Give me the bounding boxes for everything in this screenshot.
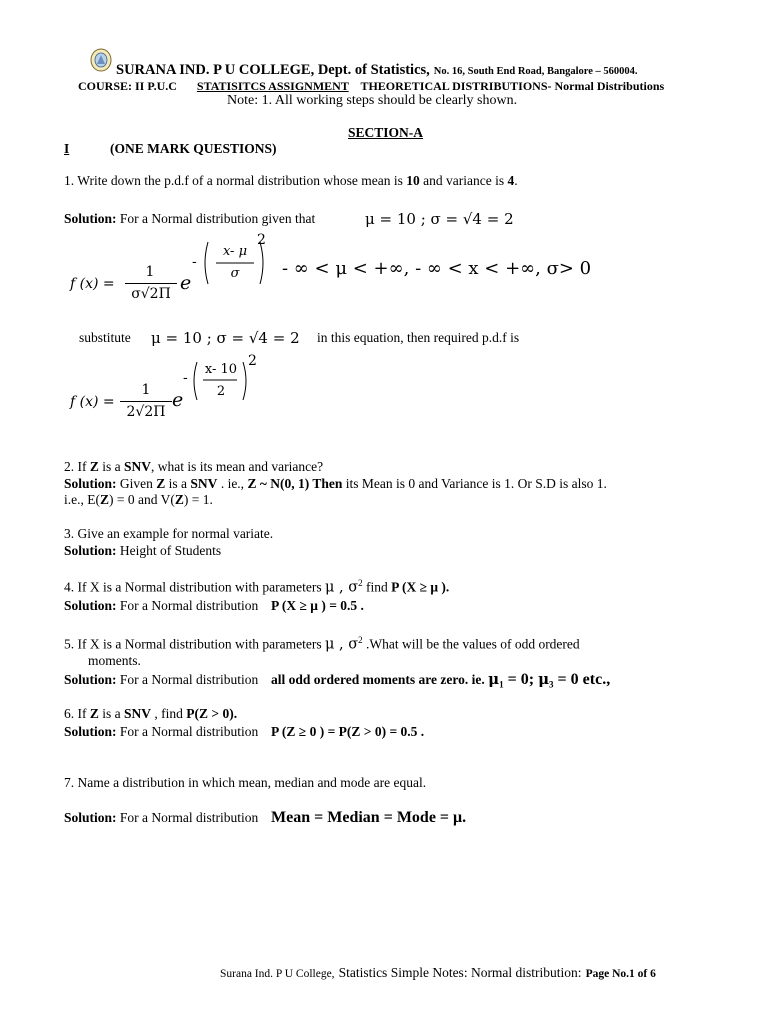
q3-solution-text: Height of Students bbox=[119, 543, 222, 558]
q7-question: 7. Name a distribution in which mean, median and mode are equal. bbox=[64, 775, 427, 790]
q5-text: .What will be the values of odd ordered bbox=[362, 636, 580, 652]
topic-label: THEORETICAL DISTRIBUTIONS- Normal Distributions bbox=[360, 79, 665, 93]
q6-probability: P(Z > 0). bbox=[186, 706, 238, 721]
formula1-denominator: σ√2Π bbox=[131, 286, 171, 302]
q5-parameters: μ , σ bbox=[324, 636, 359, 653]
q7-solution-line bbox=[64, 809, 466, 827]
q6-solution-text: For a Normal distribution bbox=[119, 724, 259, 739]
q4-question bbox=[64, 578, 449, 596]
q4-superscript: 2 bbox=[358, 578, 363, 588]
q5-question bbox=[64, 635, 580, 653]
q2-text: ) = 1. bbox=[183, 492, 213, 507]
formula1-domain: - ∞ < μ < +∞, - ∞ < x < +∞, σ> 0 bbox=[282, 258, 592, 279]
college-address: No. 16, South End Road, Bangalore – 560004. bbox=[433, 66, 638, 77]
formula1-e: e bbox=[180, 272, 192, 294]
course-label: COURSE: II P.U.C bbox=[78, 79, 177, 93]
q3-solution-line bbox=[64, 543, 221, 559]
q2-z: Z bbox=[174, 492, 184, 507]
q1-text: and variance is bbox=[419, 173, 508, 188]
q2-z: Z bbox=[100, 492, 110, 507]
assignment-label: STATISITCS ASSIGNMENT bbox=[196, 79, 349, 93]
q5-mu1-value: = 0; bbox=[503, 671, 539, 688]
formula2-square: 2 bbox=[248, 353, 257, 369]
formula1-minus: - bbox=[192, 254, 197, 270]
q2-solution-distribution: Z ~ N(0, 1) Then bbox=[247, 476, 343, 491]
formula2-fraction-bar bbox=[120, 401, 172, 402]
q2-solution-snv: SNV bbox=[190, 476, 218, 491]
college-emblem-icon bbox=[90, 48, 112, 72]
section-subtitle: (ONE MARK QUESTIONS) bbox=[110, 141, 277, 156]
formula1-square: 2 bbox=[257, 232, 266, 248]
q6-z: Z bbox=[89, 706, 99, 721]
footer-notes-title: Statistics Simple Notes: Normal distribution: bbox=[338, 965, 582, 980]
q1-substitute-values: μ = 10 ; σ = √4 = 2 bbox=[151, 329, 300, 347]
assignment-note: Note: 1. All working steps should be clearly shown. bbox=[227, 93, 518, 108]
q3-question: 3. Give an example for normal variate. bbox=[64, 526, 274, 541]
section-roman: I bbox=[64, 141, 70, 156]
formula2-minus: - bbox=[183, 370, 188, 386]
q5-solution-line bbox=[64, 670, 610, 690]
q1-variance-value: 4 bbox=[507, 173, 515, 188]
q4-text: 4. If X is a Normal distribution with parameters bbox=[64, 579, 325, 595]
formula1-fx: f (x) = bbox=[70, 276, 115, 292]
q5-mu3-value: = 0 etc., bbox=[553, 671, 611, 688]
q1-substitute-label: substitute bbox=[79, 330, 131, 345]
q2-solution-line bbox=[64, 476, 607, 492]
formula2-denominator: 2√2Π bbox=[126, 404, 166, 420]
q5-question-line-2: moments. bbox=[88, 653, 141, 668]
formula1-numerator: 1 bbox=[145, 264, 155, 280]
footer-page-number: Page No.1 of 6 bbox=[585, 968, 656, 980]
q5-mu3-sub: 3 bbox=[549, 679, 554, 690]
q6-question bbox=[64, 706, 237, 722]
formula2-fx: f (x) = bbox=[70, 394, 115, 410]
solution-label: Solution: bbox=[64, 543, 117, 558]
formula2-numerator: 1 bbox=[141, 382, 151, 398]
q6-text: is a bbox=[98, 706, 125, 721]
q1-solution-text: For a Normal distribution given that bbox=[119, 211, 316, 226]
q2-solution-line-2 bbox=[64, 492, 213, 508]
solution-label: Solution: bbox=[64, 598, 117, 613]
q4-probability: P (X ≥ μ ). bbox=[391, 579, 450, 595]
q4-text: find bbox=[362, 579, 392, 595]
page-footer bbox=[220, 964, 656, 982]
q2-solution-text: its Mean is 0 and Variance is 1. Or S.D is also 1. bbox=[342, 476, 607, 491]
q2-solution-text: is a bbox=[165, 476, 191, 491]
q4-solution-answer: P (X ≥ μ ) = 0.5 . bbox=[271, 598, 364, 613]
q5-solution-answer: all odd ordered moments are zero. ie. bbox=[271, 672, 489, 687]
q5-text: 5. If X is a Normal distribution with parameters bbox=[64, 636, 325, 652]
q6-solution-answer: P (Z ≥ 0 ) = P(Z > 0) = 0.5 . bbox=[271, 724, 425, 739]
q1-solution-line bbox=[64, 211, 315, 227]
formula1-exp-denominator: σ bbox=[230, 266, 240, 281]
solution-label: Solution: bbox=[64, 672, 117, 687]
q1-question bbox=[64, 173, 518, 189]
formula2-exp-denominator: 2 bbox=[216, 384, 226, 399]
solution-label: Solution: bbox=[64, 476, 117, 491]
q7-solution-answer: Mean = Median = Mode = μ. bbox=[271, 809, 467, 826]
formula2-e: e bbox=[172, 389, 184, 411]
q1-text: 1. Write down the p.d.f of a normal distribution whose mean is bbox=[64, 173, 407, 188]
q5-solution-text: For a Normal distribution bbox=[119, 672, 259, 687]
section-subheading bbox=[64, 141, 299, 157]
q2-question bbox=[64, 459, 323, 475]
footer-college: Surana Ind. P U College, bbox=[220, 968, 335, 980]
q2-solution-text: Given bbox=[119, 476, 157, 491]
q2-text: , what is its mean and variance? bbox=[151, 459, 324, 474]
solution-label: Solution: bbox=[64, 810, 117, 825]
header-line-2 bbox=[78, 79, 664, 94]
solution-label: Solution: bbox=[64, 724, 117, 739]
q6-text: 6. If bbox=[64, 706, 90, 721]
q1-mean-value: 10 bbox=[406, 173, 420, 188]
q6-text: , find bbox=[151, 706, 187, 721]
q1-substitute-text: in this equation, then required p.d.f is bbox=[317, 330, 520, 345]
q5-mu1: μ bbox=[488, 670, 500, 688]
q1-given-values: μ = 10 ; σ = √4 = 2 bbox=[365, 210, 514, 228]
q2-z: Z bbox=[89, 459, 99, 474]
q1-text: . bbox=[514, 173, 518, 188]
q2-solution-z: Z bbox=[156, 476, 166, 491]
college-name: SURANA IND. P U COLLEGE, Dept. of Statistics, bbox=[116, 62, 430, 78]
q2-text: 2. If bbox=[64, 459, 90, 474]
q2-snv: SNV bbox=[124, 459, 152, 474]
q6-snv: SNV bbox=[124, 706, 152, 721]
header-line-1 bbox=[116, 61, 638, 79]
q4-solution-line bbox=[64, 598, 364, 614]
q2-text: is a bbox=[98, 459, 125, 474]
q5-mu1-sub: 1 bbox=[499, 679, 504, 690]
q5-mu3: μ bbox=[538, 670, 550, 688]
q7-solution-text: For a Normal distribution bbox=[119, 810, 259, 825]
q2-solution-text: . ie., bbox=[217, 476, 248, 491]
q2-text: ) = 0 and V( bbox=[109, 492, 175, 507]
solution-label: Solution: bbox=[64, 211, 117, 226]
section-title: SECTION-A bbox=[348, 125, 424, 140]
formula1-exp-numerator: x- μ bbox=[222, 244, 248, 259]
formula2-exp-numerator: x- 10 bbox=[204, 362, 238, 377]
q5-superscript: 2 bbox=[358, 635, 363, 645]
q6-solution-line bbox=[64, 724, 424, 740]
q4-parameters: μ , σ bbox=[324, 579, 359, 596]
q4-solution-text: For a Normal distribution bbox=[119, 598, 259, 613]
college-logo bbox=[90, 48, 112, 72]
q2-text: i.e., E( bbox=[64, 492, 100, 507]
formula1-fraction-bar bbox=[125, 283, 177, 284]
